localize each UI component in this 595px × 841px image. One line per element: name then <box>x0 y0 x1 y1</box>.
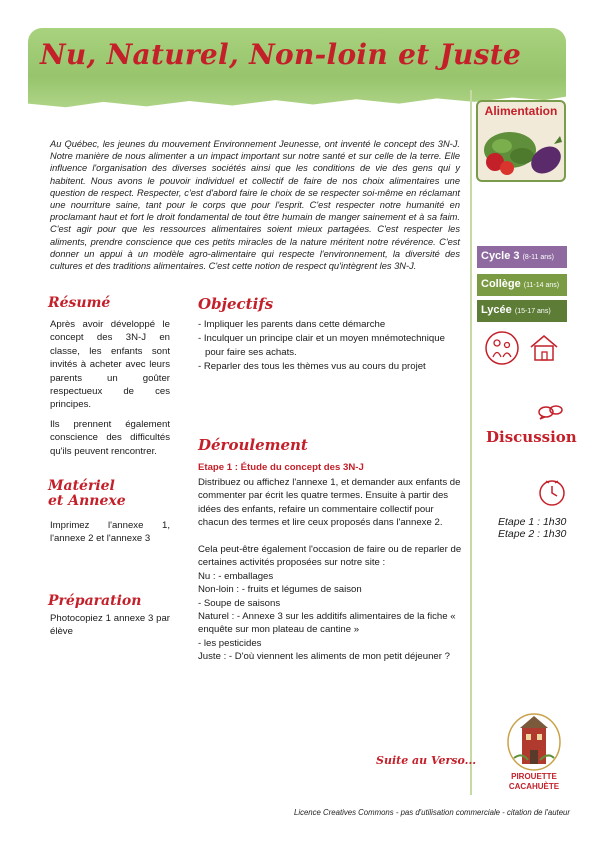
house-icon <box>526 330 562 366</box>
age-label: Collège <box>481 278 521 290</box>
deroulement-paragraph: Cela peut-être également l'occasion de faire ou de reparler de certaines activités proposées sur notre site : <box>198 544 462 569</box>
materiel-text: Imprimez l'annexe 1, l'annexe 2 et l'annexe 3 <box>50 520 170 545</box>
age-range: (15-17 ans) <box>514 308 551 315</box>
deroulement-paragraph: Distribuez ou affichez l'annexe 1, et demander aux enfants de commenter par écrit les quatre termes. Ensuite à partir des idées des enfants, refaire un commentaire collectif pour chacun des termes et lire ceux proposés dans l'annexe 2. <box>198 477 461 529</box>
etape-title: Etape 1 : Étude du concept des 3N-J <box>198 462 364 473</box>
clock-icon <box>537 478 567 508</box>
theme-badge <box>476 100 566 182</box>
deroulement-line: Nu : - emballages <box>198 570 274 582</box>
list-item: - Impliquer les parents dans cette démarche <box>198 319 386 330</box>
objectifs-list <box>198 318 463 375</box>
deroulement-heading: Déroulement <box>198 436 308 454</box>
suite-au-verso: Suite au Verso... <box>376 754 477 767</box>
list-item: - Inculquer un principe clair et un moyen mnémotechnique pour faire ses achats. <box>198 333 445 358</box>
age-label: Lycée <box>481 304 512 316</box>
deroulement-line: Non-loin : - fruits et légumes de saison <box>198 584 362 596</box>
duration-etape1: Etape 1 : 1h30 <box>498 516 567 528</box>
family-icon <box>484 330 520 366</box>
logo-line: PIROUETTE <box>511 772 557 781</box>
materiel-heading-line: Matériel <box>48 478 115 494</box>
list-item: - Reparler des tous les thèmes vus au cours du projet <box>198 361 426 373</box>
materiel-heading-line: et Annexe <box>48 493 126 509</box>
age-badge-lycee <box>477 300 567 322</box>
age-badge-college <box>477 274 567 296</box>
resume-heading: Résumé <box>48 295 111 311</box>
theme-label: Alimentation <box>484 104 558 118</box>
deroulement-body <box>198 476 466 664</box>
objectifs-heading: Objectifs <box>198 295 274 313</box>
logo-line: CACAHUÈTE <box>508 782 560 791</box>
intro-text: Au Québec, les jeunes du mouvement Environnement Jeunesse, ont inventé le concept des 3N-J. Notre manière de nous alimenter a un impact important sur notre santé et sur celle de la terre. Elle influence l'organisation des diverses sociétés ainsi que les conditions de vie des gens qui y habitent. Nous avons le pouvoir individuel et collectif de faire de nos choix alimentaires une question de respect. Respecter, c'est d'abord faire le choix de se respecter soi-même en réclamant une nourriture saine, tant pour le corps que pour l'esprit. C'est respecter notre humanité en proclamant haut et fort le droit fondamental de tout être humain de manger sainement et à sa faim. C'est agir pour que les ressources alimentaires soient mieux partagées. C'est respecter les aliments, prendre conscience que ces petits miracles de la nature méritent notre révérence. C'est donner un appui à un modèle agro-alimentaire qui respecte l'environnement, la diversité des cultures et des traditions alimentaires. C'est cette notion de respect qu'intègrent les 3N-J. <box>50 139 460 272</box>
resume-body <box>50 318 170 458</box>
sidebar-divider <box>470 90 472 795</box>
page-title: Nu, Naturel, Non-loin et Juste <box>40 38 522 71</box>
deroulement-line: - les pesticides <box>198 637 262 649</box>
deroulement-line: Juste : - D'où viennent les aliments de mon petit déjeuner ? <box>198 651 450 663</box>
logo-text <box>494 772 574 792</box>
resume-paragraph: Ils prennent également conscience des difficultés qu'ils peuvent rencontrer. <box>50 418 170 457</box>
age-badge-cycle3 <box>477 246 567 268</box>
resume-paragraph: Après avoir développé le concept des 3N-J en classe, les enfants sont invités à acheter avec leurs parents un goûter respectueux de ces principes. <box>50 319 170 411</box>
preparation-text: Photocopiez 1 annexe 3 par élève <box>50 613 170 638</box>
pirouette-cacahuete-logo <box>504 710 564 772</box>
deroulement-line: Naturel : - Annexe 3 sur les additifs alimentaires de la fiche « enquête sur mon plateau de cantine » <box>198 611 456 636</box>
age-range: (11-14 ans) <box>523 282 560 289</box>
preparation-heading: Préparation <box>48 593 142 609</box>
materiel-heading <box>48 479 126 509</box>
duration-etape2: Etape 2 : 1h30 <box>498 528 567 540</box>
speech-bubbles-icon <box>538 404 564 420</box>
license-footer: Licence Creatives Commons - pas d'utilisation commerciale - citation de l'auteur <box>294 808 570 817</box>
age-label: Cycle 3 <box>481 250 520 262</box>
discussion-label: Discussion <box>486 428 577 446</box>
vegetables-icon <box>480 122 566 180</box>
age-range: (8-11 ans) <box>522 254 554 261</box>
deroulement-line: - Soupe de saisons <box>198 597 281 609</box>
